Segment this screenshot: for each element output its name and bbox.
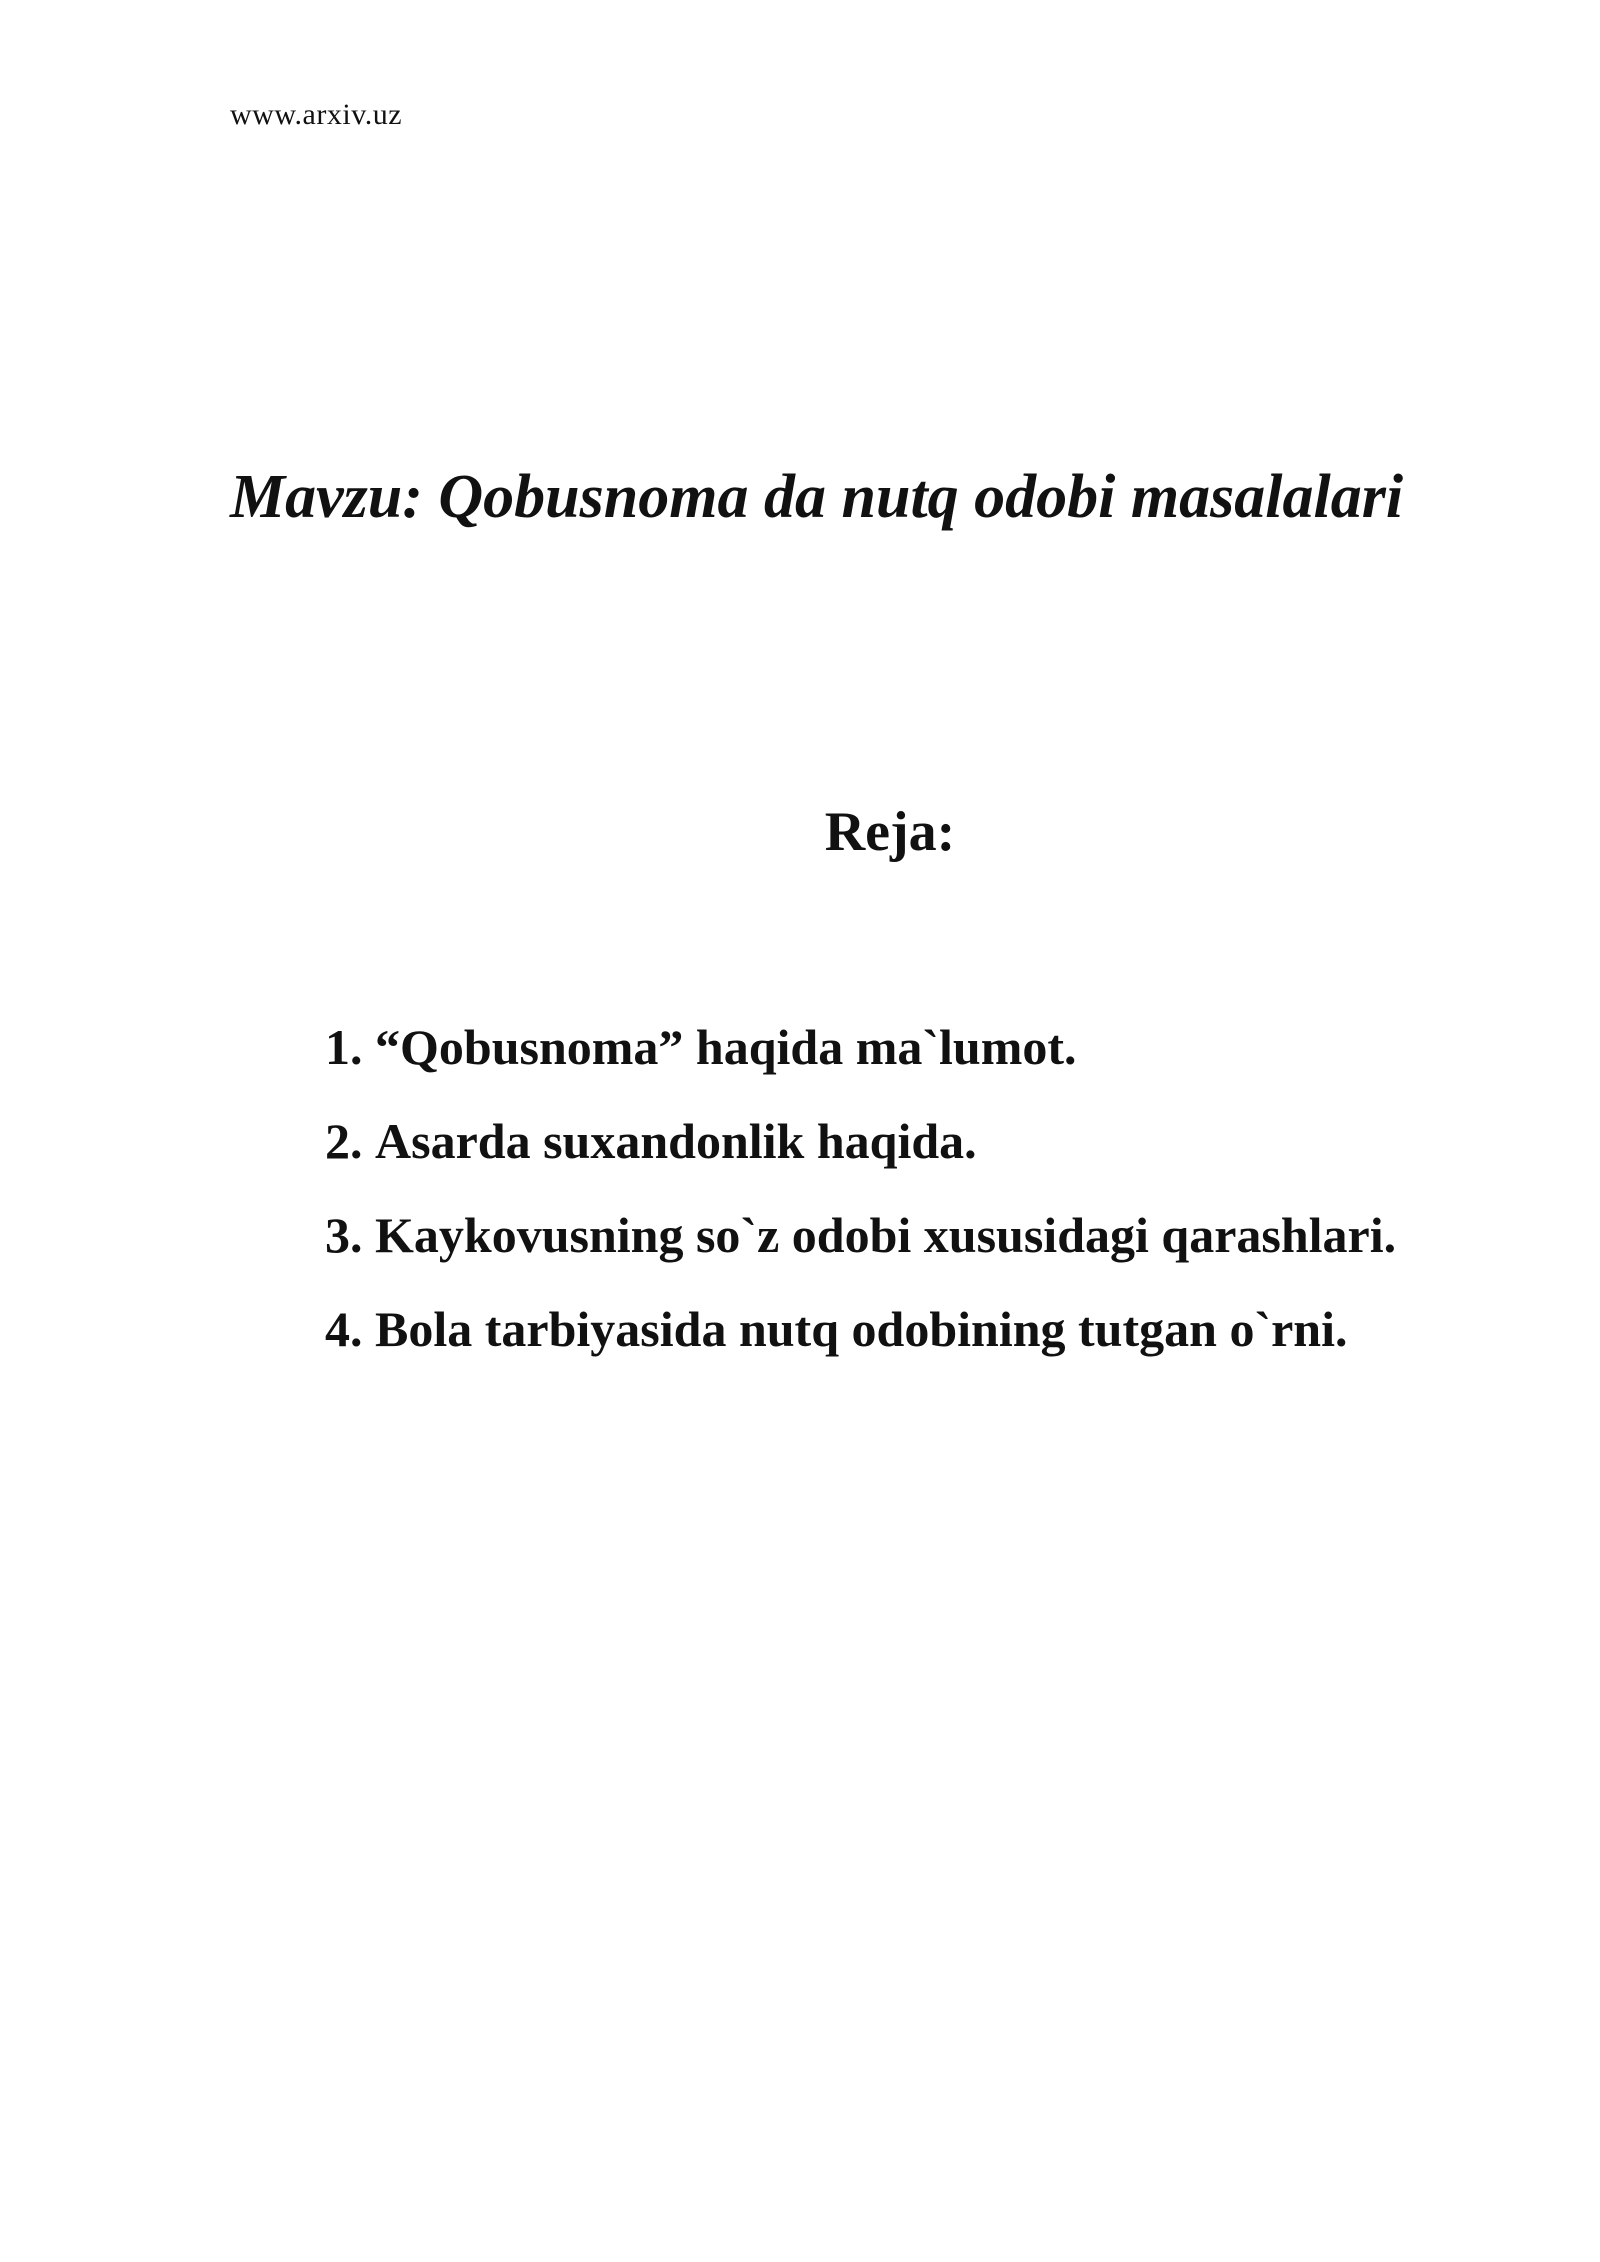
plan-item-number: 1. xyxy=(325,1019,363,1075)
plan-item-text: Bola tarbiyasida nutq odobining tutgan o`rni. xyxy=(375,1301,1348,1357)
plan-item xyxy=(325,1282,1460,1376)
plan-item-text: Asarda suxandonlik haqida. xyxy=(375,1113,977,1169)
plan-item xyxy=(325,1000,1460,1094)
document-title: Mavzu: Qobusnoma da nutq odobi masalalari xyxy=(230,463,1404,531)
header-url: www.arxiv.uz xyxy=(230,98,403,131)
plan-item-text: “Qobusnoma” haqida ma`lumot. xyxy=(375,1019,1077,1075)
plan-item xyxy=(325,1188,1460,1282)
plan-item-number: 3. xyxy=(325,1207,363,1263)
plan-heading: Reja: xyxy=(824,801,956,863)
plan-item xyxy=(325,1094,1460,1188)
plan-item-number: 2. xyxy=(325,1113,363,1169)
plan-item-text: Kaykovusning so`z odobi xususidagi qarashlari. xyxy=(375,1207,1397,1263)
plan-item-number: 4. xyxy=(325,1301,363,1357)
plan-list xyxy=(325,1000,1460,1376)
